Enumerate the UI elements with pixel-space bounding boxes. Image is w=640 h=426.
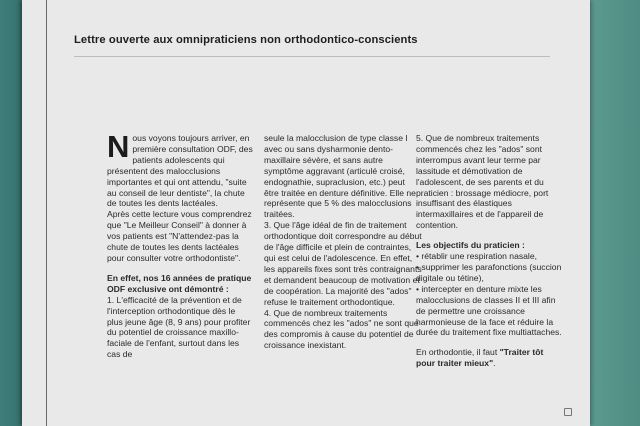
advice-paragraph: Après cette lecture vous comprendrez que "Le Meilleur Conseil" à donner à vos patients est "N'attendez-pas la chute de toutes les dents lactéales pour consulter votre orthodontiste". <box>107 209 252 263</box>
text-column-3 <box>416 133 564 369</box>
section-heading: En effet, nos 16 années de pratique ODF exclusive ont démontré : <box>107 272 252 294</box>
intro-paragraph <box>107 129 253 209</box>
objective-item: • supprimer les parafonctions (succion digitale ou tétine), <box>416 261 562 283</box>
closing-statement: En orthodontie, il faut "Traiter tôt pour traiter mieux". <box>416 347 544 369</box>
list-item-4: 4. Que de nombreux traitements commencés chez les "ados" ne sont que des compromis à cause du potentiel de croissance inexistant. <box>264 307 419 351</box>
list-item-1: 1. L'efficacité de la prévention et de l'interception orthodontique dès le plus jeune âge (8, 9 ans) pour profiter du potentiel de croissance maxillo-faciale de l'enfant, surtout dans les cas de <box>107 294 251 360</box>
page-binding-line <box>46 0 47 426</box>
list-item-2-continued: seule la malocclusion de type classe I avec ou sans dysharmonie dento-maxillaire sévère, et sans autre symptôme aggravant (articulé croisé, endognathie, supraclusion, etc.) peut être traitée en denture définitive. Elle ne représente que 5 % des malocclusions traitées. <box>264 133 416 220</box>
article-title: Lettre ouverte aux omnipraticiens non orthodontico-conscients <box>74 34 418 46</box>
text-column-2 <box>264 133 422 351</box>
title-divider <box>74 56 550 57</box>
drop-cap: N <box>107 129 130 164</box>
objective-item: • intercepter en denture mixte les malocclusions de classes II et III afin de permettre une croissance harmonieuse de la face et réduire la durée du traitement fixe multiattaches. <box>416 283 562 338</box>
page-end-marker-icon <box>564 408 572 416</box>
objectives-heading: Les objectifs du praticien : <box>416 240 525 251</box>
objective-item: • rétablir une respiration nasale, <box>416 251 538 262</box>
closing-motto: "Traiter tôt pour traiter mieux" <box>416 347 544 369</box>
intro-text: ous voyons toujours arriver, en première consultation ODF, des patients adolescents qui présentent des malocclusions importantes et qui ont attendu, "suite au conseil de leur dentiste", la chute de toutes les dents lactéales. <box>107 133 253 209</box>
list-item-5: 5. Que de nombreux traitements commencés chez les "ados" sont interrompus avant leur terme par lassitude et démotivation de l'adolescent, de ses parents et du praticien : brossage médiocre, port insuffisant des élastiques intermaxillaires et de l'appareil de contention. <box>416 133 549 231</box>
list-item-3: 3. Que l'âge idéal de fin de traitement orthodontique doit correspondre au début de l'âge difficile et plein de contraintes, qui est celui de l'adolescence. En effet, les appareils fixes sont très contraignants et demandent beaucoup de motivation et de coopération. La majorité des "ados" refuse le traitement orthodontique. <box>264 220 422 307</box>
text-column-1 <box>107 129 253 360</box>
